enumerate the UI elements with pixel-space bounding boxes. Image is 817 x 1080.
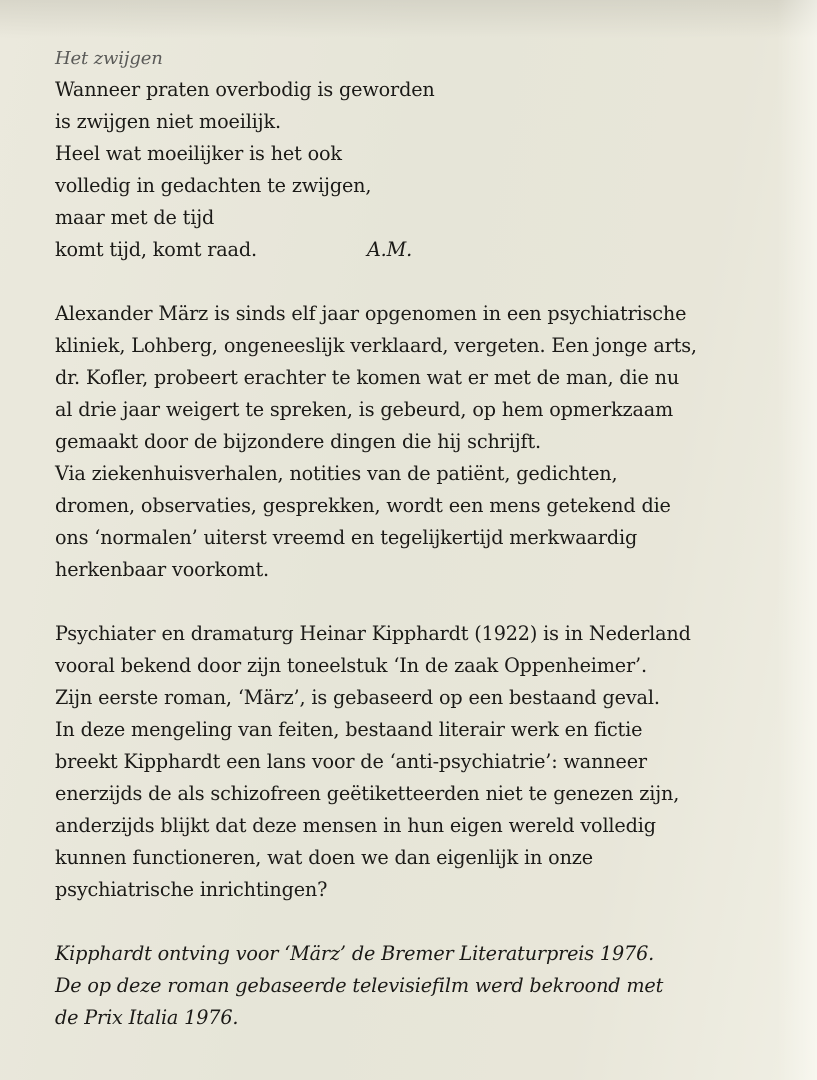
poem bbox=[55, 44, 795, 266]
paragraph-line: enerzijds de als schizofreen geëtiketteerden niet te genezen zijn, bbox=[55, 782, 680, 805]
spacer bbox=[55, 266, 795, 298]
paragraph-line: dromen, observaties, gesprekken, wordt een mens getekend die bbox=[55, 494, 671, 517]
spacer bbox=[55, 586, 795, 618]
paragraph-line: Kipphardt ontving voor ‘März’ de Bremer Literaturpreis 1976. bbox=[55, 942, 655, 965]
poem-line: maar met de tijd bbox=[55, 206, 215, 229]
paragraph-line: Zijn eerste roman, ‘März’, is gebaseerd op een bestaand geval. bbox=[55, 686, 660, 709]
poem-line: Wanneer praten overbodig is geworden bbox=[55, 78, 435, 101]
paragraph-line: gemaakt door de bijzondere dingen die hij schrijft. bbox=[55, 430, 541, 453]
paragraph-line: vooral bekend door zijn toneelstuk ‘In de zaak Oppenheimer’. bbox=[55, 654, 647, 677]
paragraph-line: kliniek, Lohberg, ongeneeslijk verklaard, vergeten. Een jonge arts, bbox=[55, 334, 697, 357]
spacer bbox=[55, 906, 795, 938]
paragraph-line: breekt Kipphardt een lans voor de ‘anti-psychiatrie’: wanneer bbox=[55, 750, 647, 773]
awards-paragraph bbox=[55, 938, 795, 1034]
paragraph-line: Alexander März is sinds elf jaar opgenomen in een psychiatrische bbox=[55, 302, 687, 325]
poem-line: is zwijgen niet moeilijk. bbox=[55, 110, 281, 133]
paragraph-line: Psychiater en dramaturg Heinar Kipphardt (1922) is in Nederland bbox=[55, 622, 691, 645]
paragraph-line: ons ‘normalen’ uiterst vreemd en tegelijkertijd merkwaardig bbox=[55, 526, 638, 549]
poem-line: Heel wat moeilijker is het ook bbox=[55, 142, 342, 165]
paragraph-line: de Prix Italia 1976. bbox=[55, 1006, 239, 1029]
paragraph-line: dr. Kofler, probeert erachter te komen wat er met de man, die nu bbox=[55, 366, 680, 389]
synopsis-paragraph bbox=[55, 298, 795, 586]
poem-line-text: komt tijd, komt raad. bbox=[55, 238, 257, 261]
poem-title: Het zwijgen bbox=[55, 48, 163, 69]
poem-signature: A.M. bbox=[366, 238, 413, 261]
top-shadow bbox=[0, 0, 817, 38]
paragraph-line: kunnen functioneren, wat doen we dan eigenlijk in onze bbox=[55, 846, 593, 869]
paragraph-line: psychiatrische inrichtingen? bbox=[55, 878, 328, 901]
paragraph-line: anderzijds blijkt dat deze mensen in hun eigen wereld volledig bbox=[55, 814, 656, 837]
author-paragraph bbox=[55, 618, 795, 906]
paragraph-line: De op deze roman gebaseerde televisiefilm werd bekroond met bbox=[55, 974, 664, 997]
poem-last-line bbox=[55, 234, 795, 266]
paragraph-line: Via ziekenhuisverhalen, notities van de patiënt, gedichten, bbox=[55, 462, 618, 485]
poem-line: volledig in gedachten te zwijgen, bbox=[55, 174, 372, 197]
paragraph-line: al drie jaar weigert te spreken, is gebeurd, op hem opmerkzaam bbox=[55, 398, 674, 421]
paragraph-line: In deze mengeling van feiten, bestaand literair werk en fictie bbox=[55, 718, 643, 741]
paragraph-line: herkenbaar voorkomt. bbox=[55, 558, 269, 581]
cover-text bbox=[55, 44, 795, 1034]
